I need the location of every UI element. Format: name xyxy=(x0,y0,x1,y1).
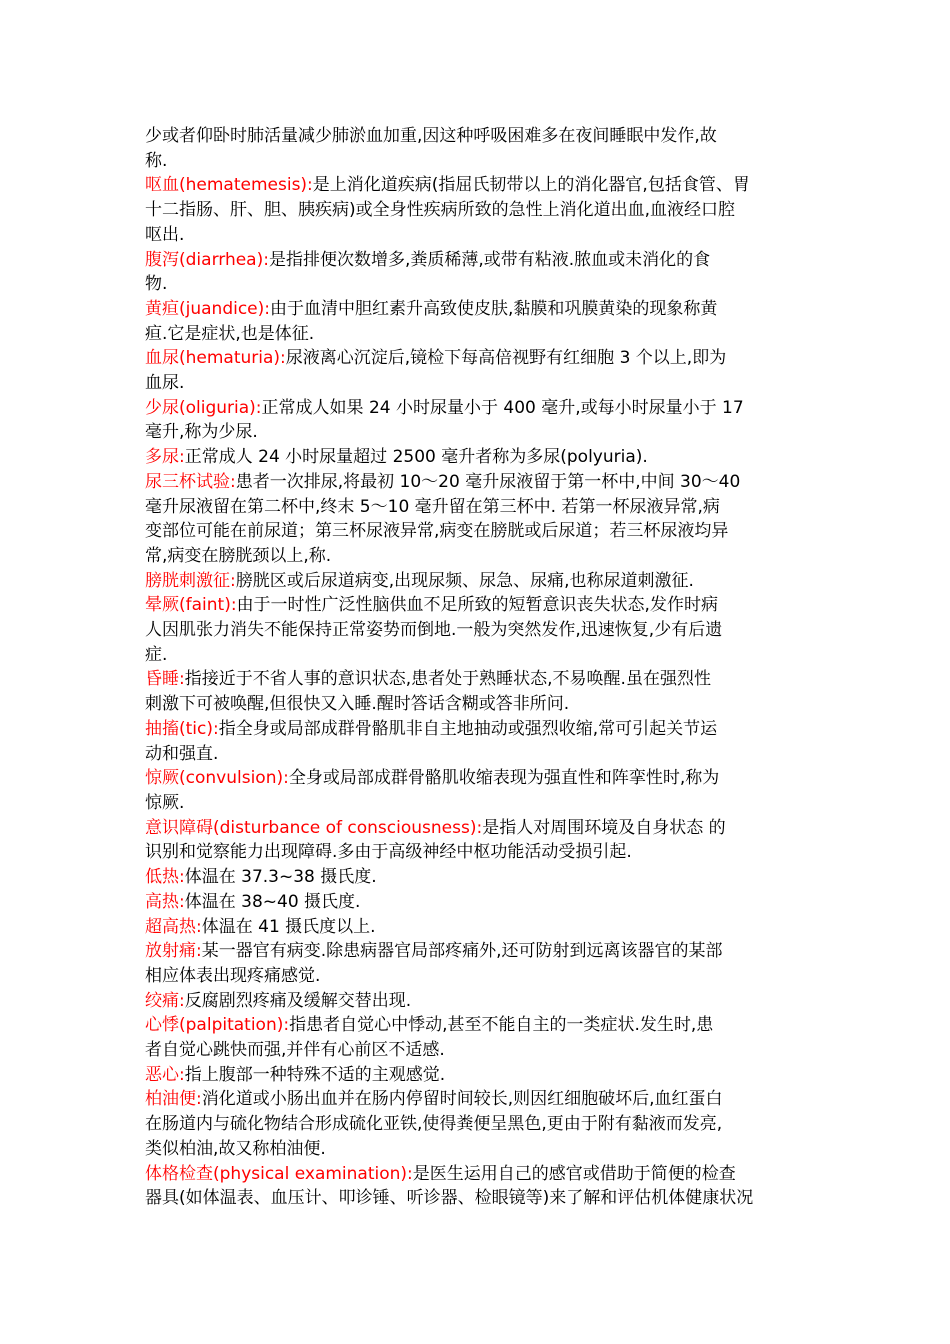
text-line xyxy=(145,124,810,149)
text-line xyxy=(145,939,810,964)
term-label: 晕厥(faint): xyxy=(145,595,237,616)
text-line xyxy=(145,346,810,371)
text-line xyxy=(145,272,810,297)
definition-text: 物. xyxy=(145,274,168,295)
term-label: 黄疸(juandice): xyxy=(145,298,271,319)
definition-text: 呕出. xyxy=(145,224,185,245)
definition-text: 识别和觉察能力出现障碍.多由于高级神经中枢功能活动受损引起. xyxy=(145,842,632,863)
text-line xyxy=(145,1112,810,1137)
definition-text: 由于一时性广泛性脑供血不足所致的短暂意识丧失状态,发作时病 xyxy=(236,595,718,616)
definition-text: 动和强直. xyxy=(145,743,219,764)
text-line xyxy=(145,420,810,445)
definition-text: 症. xyxy=(145,644,168,665)
term-label: 意识障碍(disturbance of consciousness): xyxy=(145,817,483,838)
text-line xyxy=(145,618,810,643)
text-line xyxy=(145,569,810,594)
definition-text: 毫升尿液留在第二杯中,终末 5～10 毫升留在第三杯中. 若第一杯尿液异常,病 xyxy=(145,496,720,517)
definition-text: 正常成人 24 小时尿量超过 2500 毫升者称为多尿(polyuria). xyxy=(184,447,648,468)
term-label: 体格检查(physical examination): xyxy=(145,1163,413,1184)
text-line xyxy=(145,742,810,767)
text-line xyxy=(145,989,810,1014)
text-line xyxy=(145,692,810,717)
definition-text: 尿液离心沉淀后,镜检下每高倍视野有红细胞 3 个以上,即为 xyxy=(285,348,727,369)
definition-text: 类似柏油,故又称柏油便. xyxy=(145,1138,326,1159)
definition-text: 十二指肠、肝、胆、胰疾病)或全身性疾病所致的急性上消化道出血,血液经口腔 xyxy=(145,200,736,221)
definition-text: 常,病变在膀胱颈以上,称. xyxy=(145,545,332,566)
text-line xyxy=(145,248,810,273)
term-label: 尿三杯试验: xyxy=(145,471,236,492)
term-label: 膀胱刺激征: xyxy=(145,570,236,591)
term-label: 血尿(hematuria): xyxy=(145,348,286,369)
text-line xyxy=(145,1162,810,1187)
definition-text: 是指人对周围环境及自身状态 的 xyxy=(482,817,726,838)
definition-text: 体温在 38~40 摄氏度. xyxy=(184,891,361,912)
definition-text: 消化道或小肠出血并在肠内停留时间较长,则因红细胞破坏后,血红蛋白 xyxy=(201,1089,723,1110)
term-label: 少尿(oliguria): xyxy=(145,397,262,418)
text-line xyxy=(145,173,810,198)
text-line xyxy=(145,396,810,421)
text-line xyxy=(145,322,810,347)
term-label: 柏油便: xyxy=(145,1089,202,1110)
definition-text: 体温在 41 摄氏度以上. xyxy=(201,916,376,937)
text-line xyxy=(145,519,810,544)
term-label: 抽搐(tic): xyxy=(145,718,219,739)
definition-text: 人因肌张力消失不能保持正常姿势而倒地.一般为突然发作,迅速恢复,少有后遗 xyxy=(145,620,723,641)
definition-text: 器具(如体温表、血压计、叩诊锤、听诊器、检眼镜等)来了解和评估机体健康状况 xyxy=(145,1188,754,1209)
term-label: 惊厥(convulsion): xyxy=(145,768,289,789)
text-line xyxy=(145,495,810,520)
definition-text: 患者一次排尿,将最初 10～20 毫升尿液留于第一杯中,中间 30～40 xyxy=(235,471,741,492)
definition-text: 正常成人如果 24 小时尿量小于 400 毫升,或每小时尿量小于 17 xyxy=(261,397,744,418)
definition-text: 相应体表出现疼痛感觉. xyxy=(145,965,321,986)
term-label: 多尿: xyxy=(145,447,185,468)
text-line xyxy=(145,1137,810,1162)
term-label: 绞痛: xyxy=(145,990,185,1011)
text-line xyxy=(145,865,810,890)
text-line xyxy=(145,791,810,816)
definition-text: 刺激下可被唤醒,但很快又入睡.醒时答话含糊或答非所问. xyxy=(145,694,570,715)
definition-text: 在肠道内与硫化物结合形成硫化亚铁,使得粪便呈黑色,更由于附有黏液而发亮, xyxy=(145,1114,723,1135)
term-label: 放射痛: xyxy=(145,941,202,962)
text-line xyxy=(145,717,810,742)
definition-text: 指上腹部一种特殊不适的主观感觉. xyxy=(184,1064,446,1085)
text-line xyxy=(145,297,810,322)
term-label: 呕血(hematemesis): xyxy=(145,175,313,196)
definition-text: 毫升,称为少尿. xyxy=(145,422,258,443)
text-line xyxy=(145,915,810,940)
text-line xyxy=(145,1063,810,1088)
text-line xyxy=(145,371,810,396)
definition-text: 是指排便次数增多,粪质稀薄,或带有粘液.脓血或未消化的食 xyxy=(268,249,711,270)
definition-text: 变部位可能在前尿道；第三杯尿液异常,病变在膀胱或后尿道；若三杯尿液均异 xyxy=(145,521,729,542)
text-line xyxy=(145,1038,810,1063)
term-label: 高热: xyxy=(145,891,185,912)
definition-text: 是上消化道疾病(指屈氏韧带以上的消化器官,包括食管、胃 xyxy=(312,175,750,196)
definition-text: 膀胱区或后尿道病变,出现尿频、尿急、尿痛,也称尿道刺激征. xyxy=(235,570,694,591)
text-line xyxy=(145,816,810,841)
definition-text: 指接近于不省人事的意识状态,患者处于熟睡状态,不易唤醒.虽在强烈性 xyxy=(184,669,711,690)
definition-text: 是医生运用自己的感官或借助于简便的检查 xyxy=(412,1163,736,1184)
term-label: 昏睡: xyxy=(145,669,185,690)
text-line xyxy=(145,964,810,989)
definition-text: 少或者仰卧时肺活量减少肺淤血加重,因这种呼吸困难多在夜间睡眠中发作,故 xyxy=(145,126,717,146)
definition-text: 某一器官有病变.除患病器官局部疼痛外,还可防射到远离该器官的某部 xyxy=(201,941,723,962)
text-line xyxy=(145,643,810,668)
term-label: 低热: xyxy=(145,867,185,888)
text-line xyxy=(145,445,810,470)
definition-text: 全身或局部成群骨骼肌收缩表现为强直性和阵挛性时,称为 xyxy=(288,768,720,789)
text-line xyxy=(145,149,810,174)
term-label: 恶心: xyxy=(145,1064,185,1085)
text-line xyxy=(145,1087,810,1112)
text-line xyxy=(145,470,810,495)
definition-text: 疸.它是症状,也是体征. xyxy=(145,323,315,344)
definition-text: 指患者自觉心中悸动,甚至不能自主的一类症状.发生时,患 xyxy=(289,1015,714,1036)
text-line xyxy=(145,840,810,865)
term-label: 超高热: xyxy=(145,916,202,937)
text-line xyxy=(145,1186,810,1211)
definition-text: 反腐剧烈疼痛及缓解交替出现. xyxy=(184,990,412,1011)
text-line xyxy=(145,890,810,915)
definition-text: 者自觉心跳快而强,并伴有心前区不适感. xyxy=(145,1040,445,1061)
definition-text: 由于血清中胆红素升高致使皮肤,黏膜和巩膜黄染的现象称黄 xyxy=(270,298,718,319)
text-line xyxy=(145,667,810,692)
text-line xyxy=(145,223,810,248)
text-line xyxy=(145,1013,810,1038)
definition-text: 称. xyxy=(145,150,168,171)
text-line xyxy=(145,766,810,791)
text-line xyxy=(145,198,810,223)
text-line xyxy=(145,593,810,618)
definition-text: 指全身或局部成群骨骼肌非自主地抽动或强烈收缩,常可引起关节运 xyxy=(218,718,718,739)
definition-text: 体温在 37.3~38 摄氏度. xyxy=(184,867,377,888)
term-label: 心悸(palpitation): xyxy=(145,1015,290,1036)
definition-text: 惊厥. xyxy=(145,792,185,813)
term-label: 腹泻(diarrhea): xyxy=(145,249,269,270)
definition-text: 血尿. xyxy=(145,373,185,394)
text-line xyxy=(145,544,810,569)
